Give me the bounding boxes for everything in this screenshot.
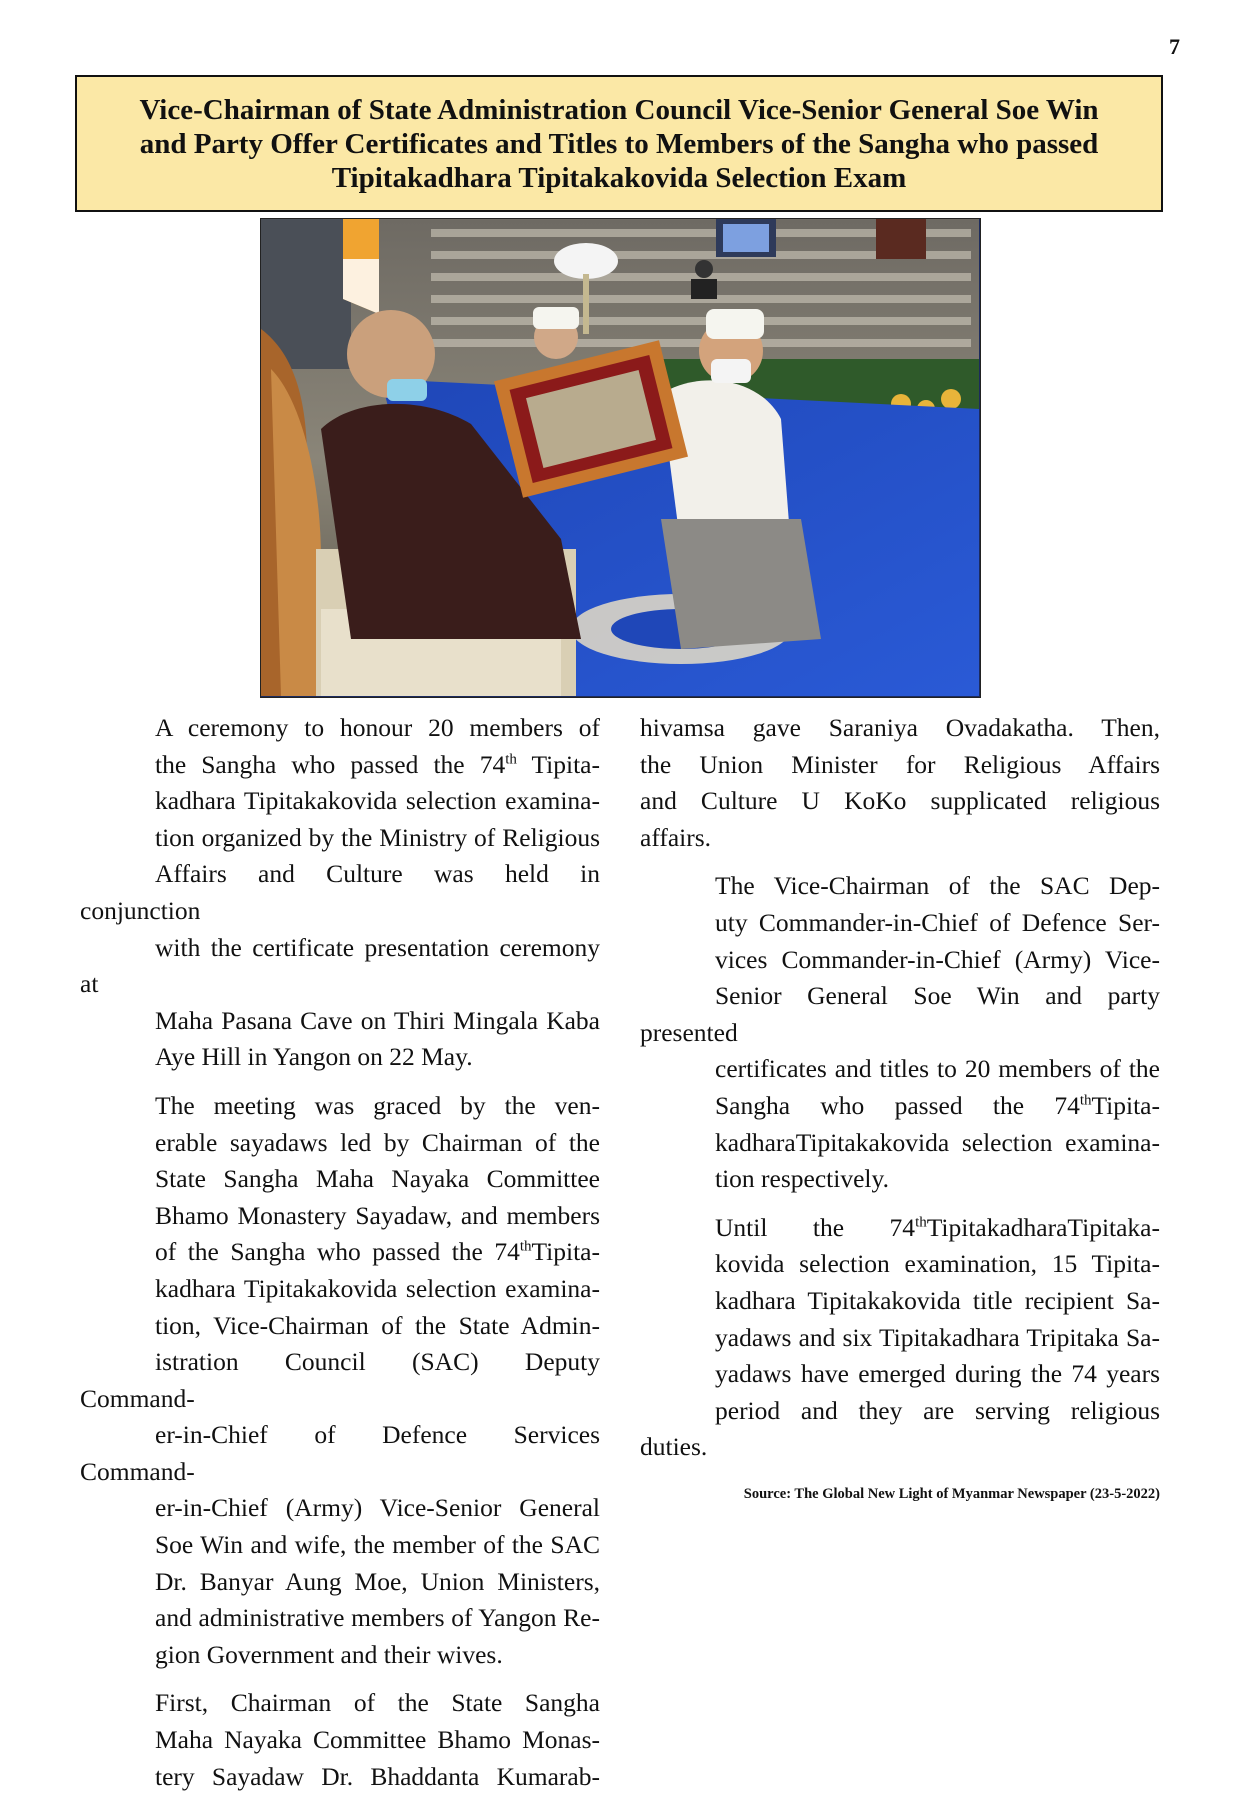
text-line: affairs. — [640, 822, 712, 852]
text-line: tion, Vice-Chairman of the State Admin- — [155, 1310, 600, 1340]
ceremony-photo-icon — [260, 218, 981, 698]
text-line: tery Sayadaw Dr. Bhaddanta Kumarab- — [155, 1761, 600, 1791]
text-line — [80, 747, 600, 784]
headline — [139, 93, 1098, 195]
text-line — [640, 1210, 1160, 1247]
text-fragment: the Sangha who passed the 74 — [155, 749, 506, 779]
text-line: A ceremony to honour 20 members of — [155, 713, 600, 742]
text-fragment: Tipita- — [516, 749, 600, 779]
article-paragraph — [640, 710, 1160, 856]
headline-line: Vice-Chairman of State Administration Council Vice-Senior General Soe Win — [139, 93, 1099, 126]
text-line: First, Chairman of the State Sangha — [155, 1688, 600, 1718]
ordinal-suffix: th — [915, 1214, 927, 1231]
text-line: erable sayadaws led by Chairman of the — [155, 1127, 600, 1157]
text-line: kovida selection examination, 15 Tipita- — [715, 1249, 1160, 1279]
text-line: kadharaTipitakakovida selection examina- — [715, 1127, 1160, 1157]
text-fragment: Tipita- — [1091, 1090, 1160, 1120]
text-line: certificates and titles to 20 members of the — [715, 1054, 1160, 1084]
text-line: Aye Hill in Yangon on 22 May. — [155, 1042, 473, 1072]
text-line: Dr. Banyar Aung Moe, Union Ministers, — [155, 1566, 600, 1596]
article-paragraph — [80, 1685, 600, 1795]
text-line: Maha Nayaka Committee Bhamo Monas- — [155, 1725, 600, 1755]
text-fragment: of the Sangha who passed the 74 — [155, 1237, 520, 1267]
text-line: tion organized by the Ministry of Religious — [155, 822, 600, 852]
text-line: er-in-Chief (Army) Vice-Senior General — [155, 1493, 600, 1523]
article-column-left — [80, 710, 600, 1807]
headline-line: Tipitakadhara Tipitakakovida Selection Exam — [331, 161, 907, 194]
ceremony-photo-illustration — [261, 219, 979, 696]
page-number: 7 — [1169, 34, 1180, 59]
article-paragraph — [80, 1088, 600, 1674]
text-line: State Sangha Maha Nayaka Committee — [155, 1164, 600, 1194]
text-line: gion Government and their wives. — [155, 1639, 503, 1669]
text-line: and Culture U KoKo supplicated religious — [640, 786, 1160, 816]
text-line: with the certificate presentation ceremony at — [80, 932, 600, 999]
text-line: period and they are serving religious duties. — [640, 1395, 1160, 1462]
text-line: Maha Pasana Cave on Thiri Mingala Kaba — [155, 1005, 600, 1035]
text-line: istration Council (SAC) Deputy Command- — [80, 1347, 600, 1413]
text-fragment: Sangha who passed the 74 — [715, 1090, 1080, 1120]
ordinal-suffix: th — [519, 1238, 532, 1255]
text-line: the Union Minister for Religious Affairs — [640, 749, 1160, 779]
text-fragment: Tipita- — [531, 1237, 600, 1267]
headline-box — [75, 75, 1163, 212]
text-line: The meeting was graced by the ven- — [155, 1090, 600, 1120]
text-fragment: TipitakadharaTipitaka- — [926, 1212, 1160, 1242]
text-line: vices Commander-in-Chief (Army) Vice- — [715, 944, 1160, 974]
text-line: Senior General Soe Win and party presented — [640, 981, 1160, 1047]
text-line: er-in-Chief of Defence Services Command- — [80, 1420, 600, 1486]
text-line: kadhara Tipitakakovida selection examina- — [155, 786, 600, 816]
article-column-right — [640, 710, 1160, 1478]
text-line — [80, 1234, 600, 1271]
text-line — [640, 1088, 1160, 1125]
text-line: Bhamo Monastery Sayadaw, and members — [155, 1200, 600, 1230]
text-line: kadhara Tipitakakovida title recipient Sa- — [715, 1285, 1160, 1315]
ordinal-suffix: th — [1079, 1092, 1092, 1109]
text-line: uty Commander-in-Chief of Defence Ser- — [715, 907, 1160, 937]
text-line: tion respectively. — [715, 1164, 889, 1194]
text-line: kadhara Tipitakakovida selection examina- — [155, 1273, 600, 1303]
text-line: Soe Win and wife, the member of the SAC — [155, 1530, 600, 1560]
text-fragment: Until the 74 — [715, 1212, 916, 1242]
headline-line: and Party Offer Certificates and Titles to Members of the Sangha who passed — [139, 127, 1099, 160]
text-line: yadaws have emerged during the 74 years — [715, 1359, 1160, 1389]
article-paragraph — [640, 868, 1160, 1197]
text-line: The Vice-Chairman of the SAC Dep- — [715, 871, 1160, 901]
text-line: and administrative members of Yangon Re- — [155, 1603, 600, 1633]
text-line: hivamsa gave Saraniya Ovadakatha. Then, — [640, 713, 1160, 742]
article-paragraph — [80, 710, 600, 1076]
source-credit: Source: The Global New Light of Myanmar Newspaper (23-5-2022) — [743, 1486, 1160, 1502]
article-paragraph — [640, 1210, 1160, 1466]
text-line: yadaws and six Tipitakadhara Tripitaka Sa- — [715, 1322, 1160, 1352]
ordinal-suffix: th — [505, 751, 517, 768]
text-line: Affairs and Culture was held in conjunction — [80, 859, 600, 925]
